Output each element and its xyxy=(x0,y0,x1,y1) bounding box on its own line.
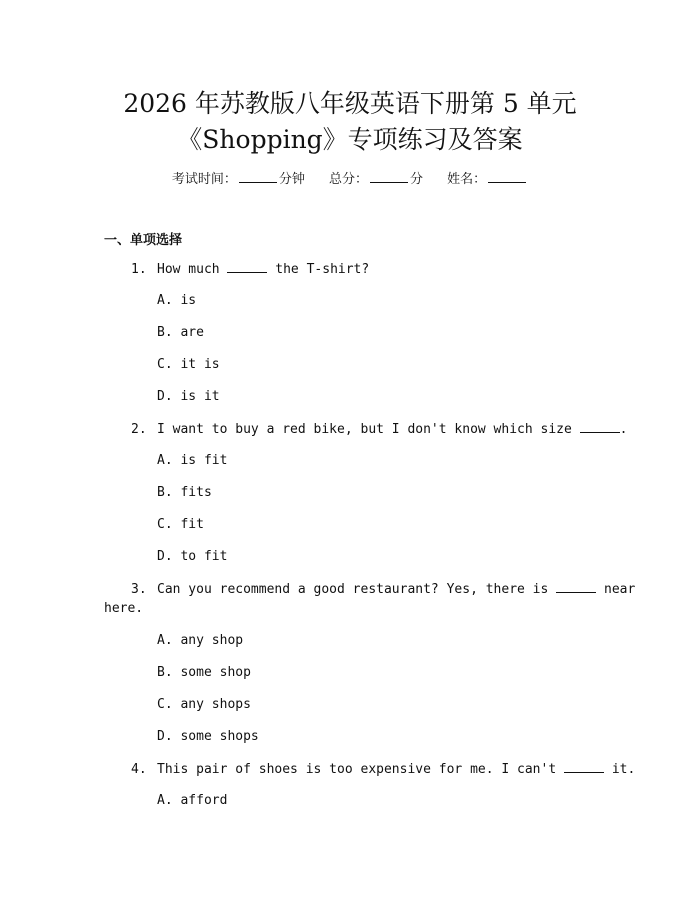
option: D. some shops xyxy=(157,729,259,744)
question-1 xyxy=(131,261,369,277)
question-text-before: How much xyxy=(157,262,228,277)
question-text-after: . xyxy=(619,422,628,437)
question-2 xyxy=(131,421,627,437)
exam-time-field xyxy=(172,168,305,187)
question-text-after: the T-shirt? xyxy=(267,262,370,277)
question-text-before: This pair of shoes is too expensive for me. I can't xyxy=(157,762,564,777)
answer-blank xyxy=(580,421,620,433)
option: B. are xyxy=(157,325,204,340)
exam-info-row xyxy=(0,168,700,187)
answer-blank xyxy=(227,261,267,273)
option: A. is xyxy=(157,293,197,308)
total-score-blank xyxy=(370,170,408,183)
option: C. any shops xyxy=(157,697,251,712)
option: A. afford xyxy=(157,793,228,808)
total-score-label: 总分： xyxy=(328,172,368,187)
option: B. fits xyxy=(157,485,212,500)
question-number: 1. xyxy=(131,262,147,277)
question-text-before: Can you recommend a good restaurant? Yes, there is xyxy=(157,582,557,597)
option: D. is it xyxy=(157,389,220,404)
option: A. is fit xyxy=(157,453,228,468)
option: B. some shop xyxy=(157,665,251,680)
question-3 xyxy=(131,581,635,597)
option: D. to fit xyxy=(157,549,228,564)
option: C. it is xyxy=(157,357,220,372)
student-name-blank xyxy=(488,170,526,183)
question-number: 2. xyxy=(131,422,147,437)
student-name-label: 姓名： xyxy=(447,172,487,187)
document-title-line-2: 《Shopping》专项练习及答案 xyxy=(177,125,523,154)
option: C. fit xyxy=(157,517,204,532)
exam-time-blank xyxy=(239,170,277,183)
section-heading: 一、单项选择 xyxy=(104,233,183,248)
question-text-wrap: here. xyxy=(104,601,144,616)
document-title-line-1: 2026 年苏教版八年级英语下册第 5 单元 xyxy=(123,89,577,118)
total-score-unit: 分 xyxy=(410,172,424,187)
question-number: 3. xyxy=(131,582,147,597)
exam-time-label: 考试时间： xyxy=(171,172,237,187)
question-text-before: I want to buy a red bike, but I don't know which size xyxy=(157,422,580,437)
question-number: 4. xyxy=(131,762,147,777)
total-score-field xyxy=(329,168,423,187)
question-text-after: near xyxy=(596,582,636,597)
option: A. any shop xyxy=(157,633,244,648)
student-name-field xyxy=(447,168,528,187)
answer-blank xyxy=(564,761,604,773)
question-4 xyxy=(131,761,635,777)
exam-time-unit: 分钟 xyxy=(278,172,305,187)
answer-blank xyxy=(556,581,596,593)
question-text-after: it. xyxy=(604,762,636,777)
